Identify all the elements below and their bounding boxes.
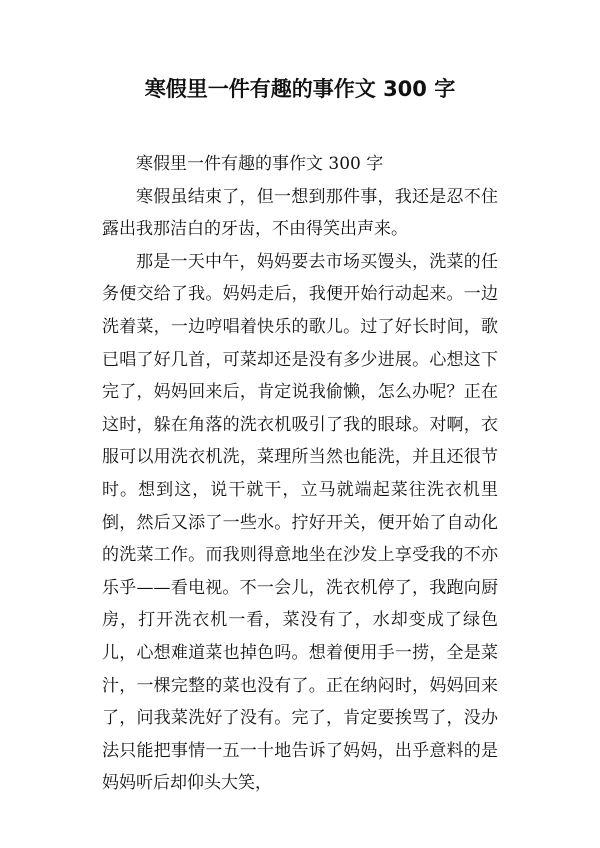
document-title: 寒假里一件有趣的事作文 300 字 <box>144 77 456 101</box>
body-paragraph-1: 寒假虽结束了，但一想到那件事，我还是忍不住露出我那洁白的牙齿，不由得笑出声来。 <box>102 186 498 240</box>
body-paragraph-2: 那是一天中午，妈妈要去市场买馒头，洗菜的任务便交给了我。妈妈走后，我便开始行动起来。一边洗着菜，一边哼唱着快乐的歌儿。过了好长时间，歌已唱了好几首，可菜却还是没有多少进展。心想这下完了，妈妈回来后，肯定说我偷懒，怎么办呢？正在这时，躲在角落的洗衣机吸引了我的眼球。对啊，衣服可以用洗衣机洗，菜理所当然也能洗，并且还很节时。想到这，说干就干，立马就端起菜往洗衣机里倒，然后又添了一些水。拧好开关，便开始了自动化的洗菜工作。而我则得意地坐在沙发上享受我的不亦乐乎——看电视。不一会儿，洗衣机停了，我跑向厨房，打开洗衣机一看，菜没有了，水却变成了绿色儿，心想难道菜也掉色吗。想着便用手一捞，全是菜汁，一棵完整的菜也没有了。正在纳闷时，妈妈回来了，问我菜洗好了没有。完了，肯定要挨骂了，没办法只能把事情一五一十地告诉了妈妈，出乎意料的是妈妈听后却仰头大笑， <box>102 251 498 794</box>
document-body <box>102 148 498 800</box>
body-subtitle-paragraph: 寒假里一件有趣的事作文 300 字 <box>136 154 384 174</box>
